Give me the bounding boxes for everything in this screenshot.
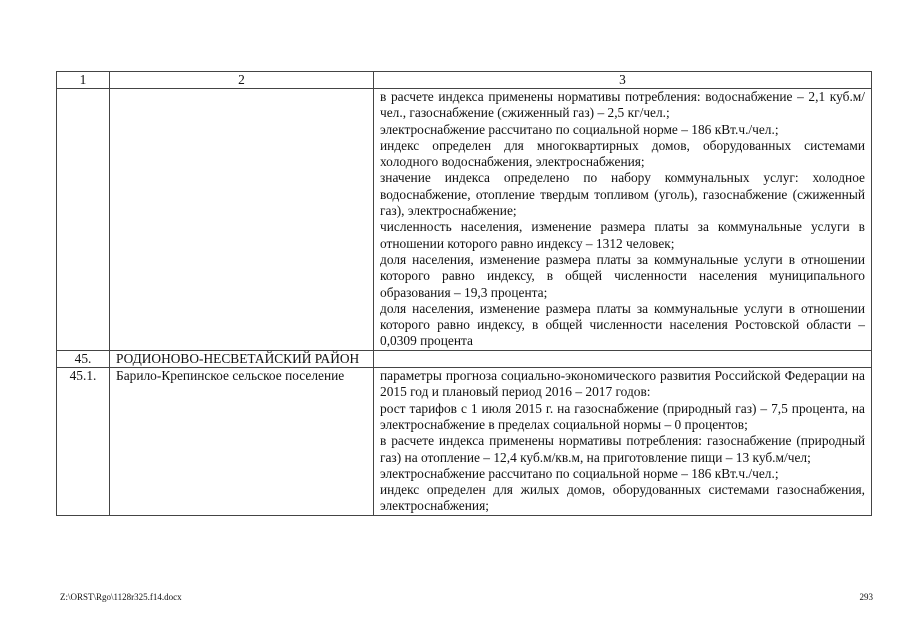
cont-name-cell xyxy=(110,89,374,351)
paragraph: численность населения, изменение размера платы за коммунальные услуги в отношении которого равно индексу – 1312 человек; xyxy=(380,219,865,251)
table-row-45-1 xyxy=(57,368,872,516)
header-col-3: 3 xyxy=(374,72,872,89)
document-table xyxy=(56,71,872,516)
table-row-continuation xyxy=(57,89,872,351)
footer-file-path: Z:\ORST\Rgo\1128r325.f14.docx xyxy=(60,592,182,602)
paragraph: электроснабжение рассчитано по социальной норме – 186 кВт.ч./чел.; xyxy=(380,465,779,481)
paragraph: рост тарифов с 1 июля 2015 г. на газоснабжение (природный газ) – 7,5 процента, на электроснабжение в пределах социальной нормы – 0 процентов; xyxy=(380,400,865,432)
district-name: РОДИОНОВО-НЕСВЕТАЙСКИЙ РАЙОН xyxy=(110,350,374,367)
paragraph: индекс определен для многоквартирных домов, оборудованных системами холодного водоснабжения, электроснабжения; xyxy=(380,137,865,170)
empty-cell xyxy=(374,350,872,367)
paragraph: электроснабжение рассчитано по социальной норме – 186 кВт.ч./чел.; xyxy=(380,121,779,137)
footer-page-number: 293 xyxy=(859,592,873,602)
header-col-2: 2 xyxy=(110,72,374,89)
paragraph: параметры прогноза социально-экономического развития Российской Федерации на 2015 год и плановый период 2016 – 2017 годов: xyxy=(380,368,865,400)
paragraph: в расчете индекса применены нормативы потребления: водоснабжение – 2,1 куб.м/чел., газоснабжение (сжиженный газ) – 2,5 кг/чел.; xyxy=(380,89,865,121)
settlement-name: Барило-Крепинское сельское поселение xyxy=(110,368,374,516)
paragraph: в расчете индекса применены нормативы потребления: газоснабжение (природный газ) на отопление – 12,4 куб.м/кв.м, на приготовление пищи – 13 куб.м/чел; xyxy=(380,433,865,465)
paragraph: значение индекса определено по набору коммунальных услуг: холодное водоснабжение, отопление твердым топливом (уголь), газоснабжение (сжиженный газ), электроснабжение; xyxy=(380,170,865,219)
paragraph: доля населения, изменение размера платы за коммунальные услуги в отношении которого равно индексу, в общей численности населения муниципального образования – 19,3 процента; xyxy=(380,251,865,300)
cont-num-cell xyxy=(57,89,110,351)
row-number: 45. xyxy=(57,350,110,367)
header-col-1: 1 xyxy=(57,72,110,89)
table-header-row xyxy=(57,72,872,89)
paragraph: индекс определен для жилых домов, оборудованных системами газоснабжения, электроснабжения; xyxy=(380,482,865,514)
row-451-text-cell xyxy=(374,368,872,516)
row-number: 45.1. xyxy=(57,368,110,516)
cont-text-cell xyxy=(374,89,872,351)
paragraph: доля населения, изменение размера платы за коммунальные услуги в отношении которого равно индексу, в общей численности населения Ростовской области – 0,0309 процента xyxy=(380,300,865,349)
table-row-45 xyxy=(57,350,872,367)
